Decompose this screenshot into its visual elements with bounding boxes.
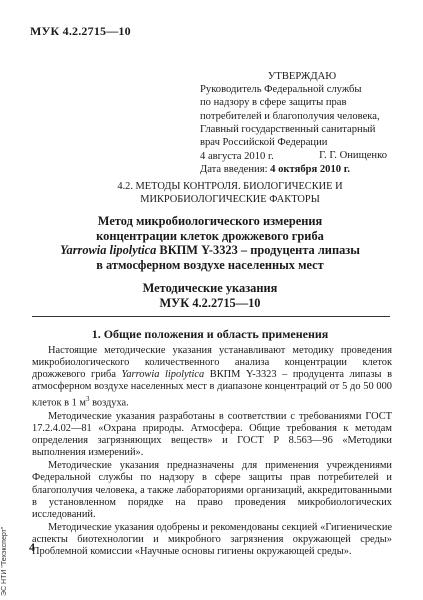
species-name: Yarrowia lipolytica <box>121 369 205 381</box>
title-line: концентрации клеток дрожжевого гриба <box>96 228 324 243</box>
paragraph: Методические указания разработаны в соответствии с требованиями ГОСТ 17.2.4.02—81 «Охрана природы. Атмосфера. Общие требования к методам определения загрязняющих веществ» и ГОСТ Р 8.563—96 «Методики выполнения измерений». <box>32 410 392 459</box>
body-text <box>32 345 392 559</box>
document-code: МУК 4.2.2715—10 <box>30 24 131 38</box>
doc-type-code: МУК 4.2.2715—10 <box>159 295 261 310</box>
title-line <box>40 243 380 258</box>
approval-line: по надзору в сфере защиты прав <box>200 97 347 109</box>
approval-dates <box>200 150 350 176</box>
title-line: в атмосферном воздухе населенных мест <box>96 257 324 272</box>
approval-line: врач Российской Федерации <box>200 137 328 149</box>
p1-part: Настоящие методические указания устанавливают методику проведения микробиологического количественного анализа концентрации клеток дрожжевого гриба <box>32 345 392 381</box>
chapter-heading: 1. Общие положения и область применения <box>91 327 329 341</box>
side-stamp: ЭС НТИ "Техэксперт" <box>1 526 8 596</box>
title-line: Метод микробиологического измерения <box>97 214 323 228</box>
effective-date-line <box>200 163 350 176</box>
section-heading-line: МИКРОБИОЛОГИЧЕСКИЕ ФАКТОРЫ <box>140 194 320 205</box>
approval-title: УТВЕРЖДАЮ <box>267 71 337 82</box>
document-title <box>40 214 380 272</box>
p1-part: ВКПМ Y-3323 – продуцента липазы в атмосферном воздухе населенных мест в диапазоне концентраций от 5 до 50 000 клеток в 1 м <box>32 369 392 409</box>
approval-signatory: Г. Г. Онищенко <box>319 150 387 162</box>
approval-line: Главный государственный санитарный <box>200 123 376 135</box>
approval-line: Руководитель Федеральной службы <box>200 84 362 96</box>
title-line-rest: ВКПМ Y-3323 – продуцента липазы <box>156 243 360 258</box>
effective-label: Дата введения: <box>200 164 271 175</box>
divider <box>32 316 390 317</box>
approval-date: 4 августа 2010 г. <box>200 151 274 162</box>
paragraph <box>32 345 392 410</box>
section-heading-line: 4.2. МЕТОДЫ КОНТРОЛЯ. БИОЛОГИЧЕСКИЕ И <box>117 181 343 192</box>
effective-date: 4 октября 2010 г. <box>270 164 350 175</box>
p1-part: воздуха. <box>89 397 129 409</box>
doc-type-label: Методические указания <box>142 281 278 295</box>
superscript: 3 <box>85 395 90 404</box>
approval-block <box>200 70 415 162</box>
section-heading <box>70 180 390 206</box>
page-number: 4 <box>29 540 35 554</box>
paragraph: Методические указания одобрены и рекомендованы секцией «Гигиенические аспекты биотехнологии и микробного загрязнения окружающей среды» Проблемной комиссии «Научные основы гигиены окружающей среды». <box>32 521 392 557</box>
paragraph: Методические указания предназначены для применения учреждениями Федеральной службы по надзору в сфере защиты прав потребителей и благополучия человека, а также лабораториями организаций, аккредитованными в установленном порядке на право проведения микробиологических исследований. <box>32 460 392 520</box>
species-name: Yarrowia lipolytica <box>60 243 157 258</box>
document-type <box>40 281 380 310</box>
approval-line: потребителей и благополучия человека, <box>200 110 380 122</box>
